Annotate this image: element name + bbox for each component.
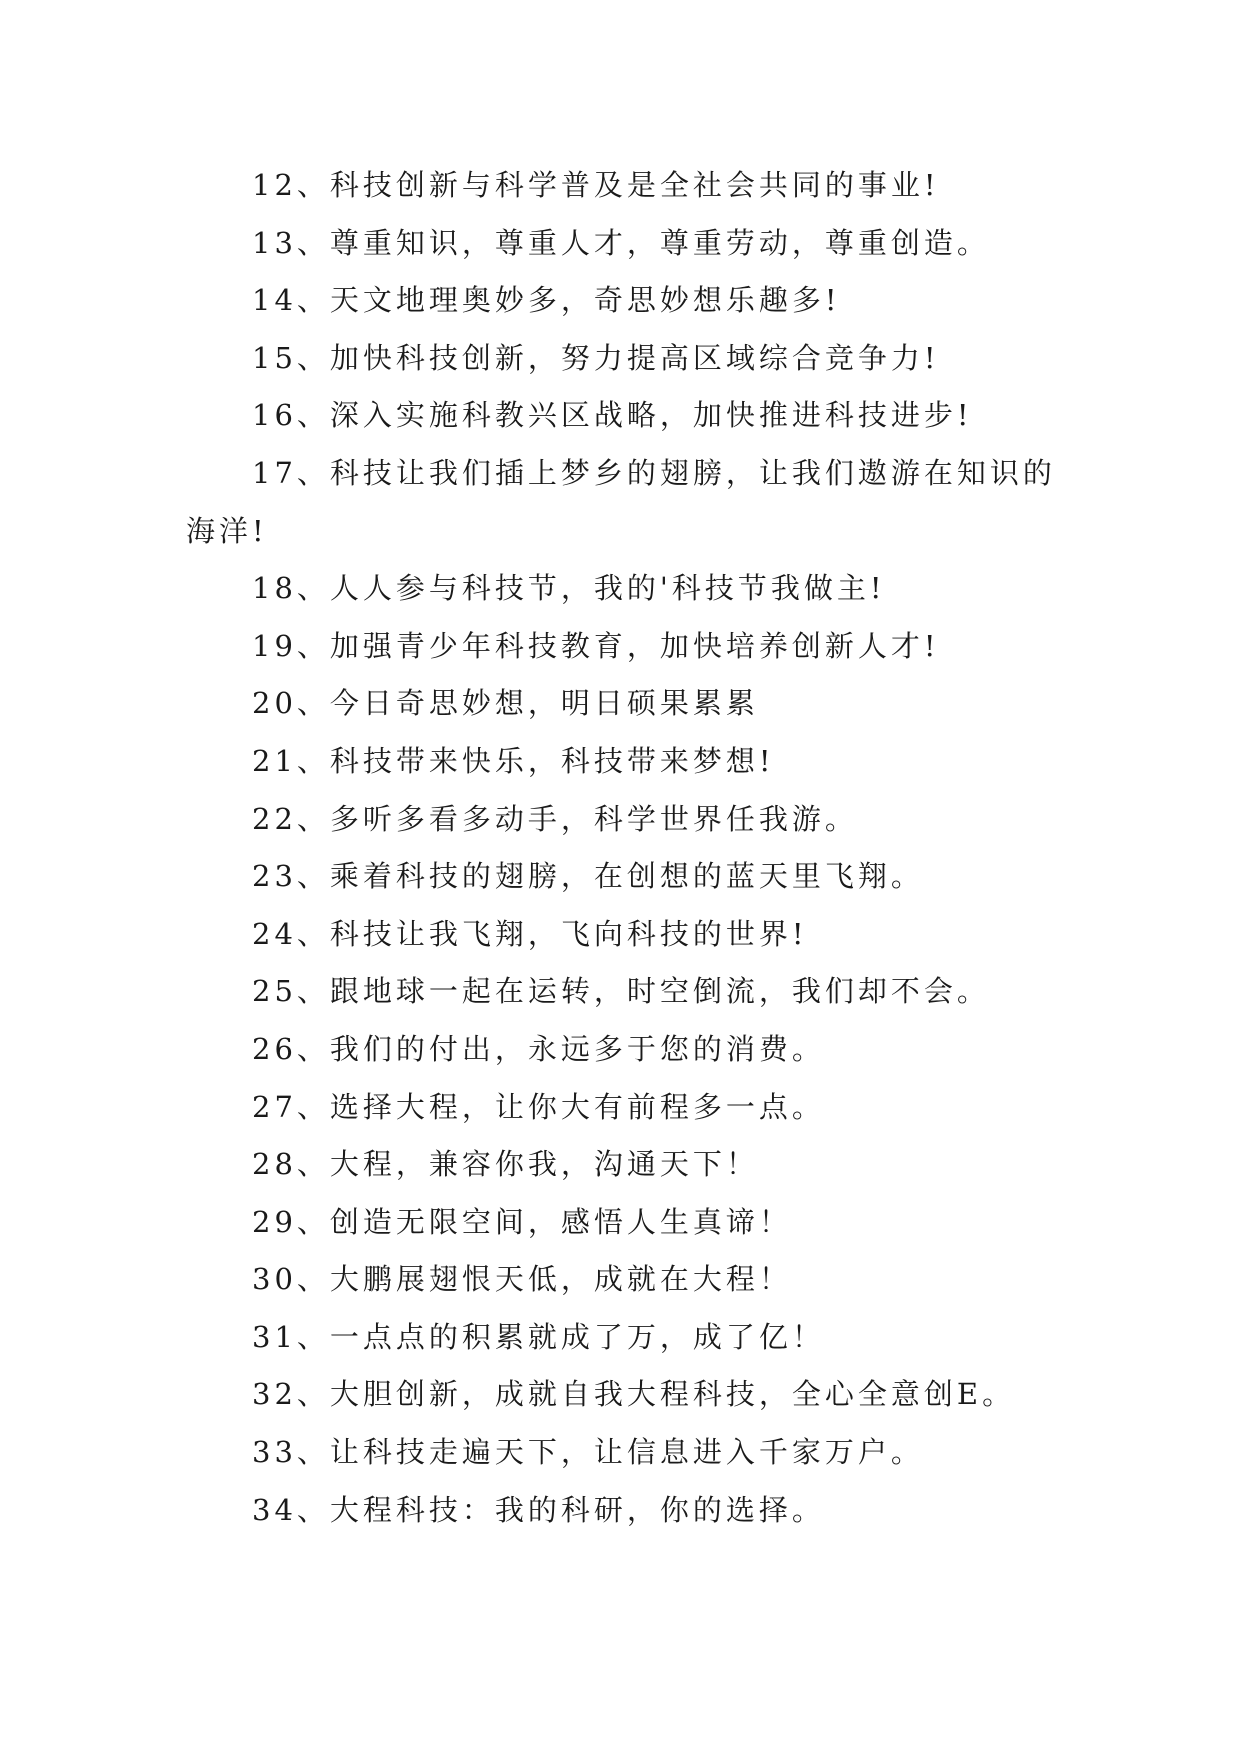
- slogan-line-34: 34、大程科技：我的科研，你的选择。: [252, 1492, 825, 1527]
- slogan-line-25: 25、跟地球一起在运转，时空倒流，我们却不会。: [252, 974, 990, 1009]
- slogan-line-30: 30、大鹏展翅恨天低，成就在大程！: [252, 1262, 792, 1297]
- document-body: [186, 157, 1066, 1539]
- slogan-line-33: 33、让科技走遍天下，让信息进入千家万户。: [252, 1435, 924, 1470]
- slogan-line-15: 15、加快科技创新，努力提高区域综合竞争力!: [252, 340, 940, 375]
- slogan-line-23: 23、乘着科技的翅膀，在创想的蓝天里飞翔。: [252, 859, 924, 894]
- slogan-line-28: 28、大程，兼容你我，沟通天下！: [252, 1147, 759, 1182]
- slogan-line-12: 12、科技创新与科学普及是全社会共同的事业!: [252, 168, 940, 202]
- slogan-line-14: 14、天文地理奥妙多，奇思妙想乐趣多!: [252, 283, 841, 318]
- slogan-line-17-continued: 海洋!: [186, 513, 268, 548]
- slogan-line-27: 27、选择大程，让你大有前程多一点。: [252, 1089, 825, 1124]
- slogan-line-13: 13、尊重知识，尊重人才，尊重劳动，尊重创造。: [252, 225, 990, 260]
- slogan-line-16: 16、深入实施科教兴区战略，加快推进科技进步!: [252, 398, 973, 433]
- slogan-line-18: 18、人人参与科技节，我的'科技节我做主!: [252, 571, 886, 606]
- slogan-line-20: 20、今日奇思妙想，明日硕果累累: [252, 686, 759, 721]
- slogan-line-26: 26、我们的付出，永远多于您的消费。: [252, 1031, 825, 1066]
- slogan-line-31: 31、一点点的积累就成了万，成了亿！: [252, 1319, 825, 1354]
- slogan-line-19: 19、加强青少年科技教育，加快培养创新人才!: [252, 628, 940, 663]
- slogan-line-17: 17、科技让我们插上梦乡的翅膀，让我们遨游在知识的: [252, 455, 1056, 490]
- slogan-line-24: 24、科技让我飞翔，飞向科技的世界!: [252, 916, 808, 951]
- slogan-line-32: 32、大胆创新，成就自我大程科技，全心全意创E。: [252, 1377, 1016, 1412]
- slogan-line-29: 29、创造无限空间，感悟人生真谛！: [252, 1204, 792, 1239]
- slogan-line-21: 21、科技带来快乐，科技带来梦想!: [252, 743, 775, 778]
- slogan-line-22: 22、多听多看多动手，科学世界任我游。: [252, 801, 858, 836]
